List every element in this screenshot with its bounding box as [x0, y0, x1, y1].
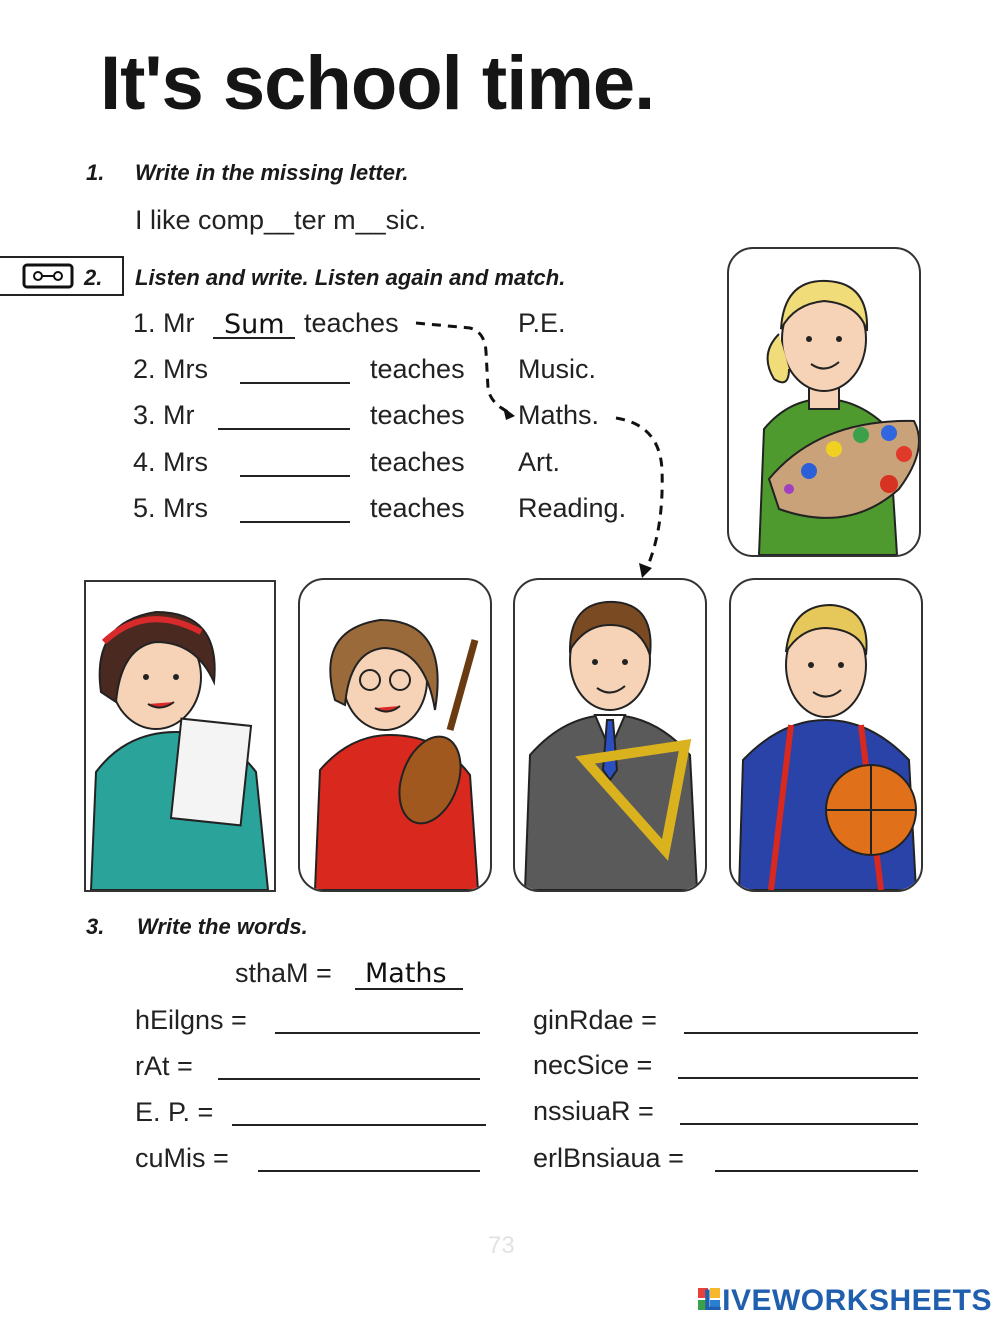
- scrambled-word: ginRdae =: [533, 1005, 657, 1035]
- word-answer-line[interactable]: [684, 1032, 918, 1034]
- word-answer-line[interactable]: [680, 1123, 918, 1125]
- word-answer-line[interactable]: [678, 1077, 918, 1079]
- answer-text-1: Sum: [224, 309, 285, 340]
- row-verb: teaches: [304, 308, 399, 338]
- scrambled-word: nssiuaR =: [533, 1096, 654, 1126]
- word-answer-line[interactable]: [218, 1078, 480, 1080]
- subject-reading: Reading.: [518, 493, 627, 523]
- scrambled-word: hEilgns =: [135, 1005, 247, 1035]
- example-word: sthaM =: [235, 958, 332, 988]
- brand-name[interactable]: LIVEWORKSHEETS: [703, 1284, 992, 1317]
- row-prefix: 3. Mr: [133, 400, 195, 430]
- picture-reading-teacher[interactable]: [84, 580, 276, 892]
- picture-pe-teacher[interactable]: [729, 578, 923, 892]
- picture-maths-teacher[interactable]: [513, 578, 707, 892]
- row-prefix: 2. Mrs: [133, 354, 209, 384]
- page-title: It's school time.: [100, 41, 655, 126]
- exercise-2-number: 2.: [84, 265, 103, 290]
- scrambled-word: rAt =: [135, 1051, 193, 1081]
- subject-maths: Maths.: [518, 400, 600, 430]
- exercise-3-number: 3.: [86, 914, 105, 939]
- maths-teacher-illustration: [515, 580, 705, 890]
- row-verb: teaches: [370, 493, 465, 523]
- art-teacher-illustration: [729, 249, 919, 555]
- scrambled-word: E. P. =: [135, 1097, 214, 1127]
- pe-teacher-illustration: [731, 580, 921, 890]
- row-prefix: 1. Mr: [133, 308, 195, 338]
- scrambled-word: necSice =: [533, 1050, 653, 1080]
- page-number: 73: [488, 1232, 515, 1259]
- picture-art-teacher[interactable]: [727, 247, 921, 557]
- exercise-3-instruction: Write the words.: [137, 914, 308, 939]
- row-verb: teaches: [370, 354, 465, 384]
- exercise-1-instruction: Write in the missing letter.: [135, 160, 409, 185]
- row-verb: teaches: [370, 400, 465, 430]
- reading-teacher-illustration: [86, 582, 274, 890]
- scrambled-word: erlBnsiaua =: [533, 1143, 684, 1173]
- row-prefix: 4. Mrs: [133, 447, 209, 477]
- word-answer-line[interactable]: [232, 1124, 486, 1126]
- subject-pe: P.E.: [518, 308, 566, 338]
- word-answer-line[interactable]: [715, 1170, 918, 1172]
- row-verb: teaches: [370, 447, 465, 477]
- exercise-1-sentence: I like comp__ter m__sic.: [135, 205, 427, 235]
- music-teacher-illustration: [300, 580, 490, 890]
- word-answer-line[interactable]: [275, 1032, 480, 1034]
- exercise-1-number: 1.: [86, 160, 105, 185]
- word-answer-line[interactable]: [258, 1170, 480, 1172]
- subject-music: Music.: [518, 354, 597, 384]
- exercise-2-instruction: Listen and write. Listen again and match.: [135, 265, 566, 290]
- scrambled-word: cuMis =: [135, 1143, 229, 1173]
- picture-music-teacher[interactable]: [298, 578, 492, 892]
- row-prefix: 5. Mrs: [133, 493, 209, 523]
- subject-art: Art.: [518, 447, 561, 477]
- example-answer: Maths: [365, 958, 447, 989]
